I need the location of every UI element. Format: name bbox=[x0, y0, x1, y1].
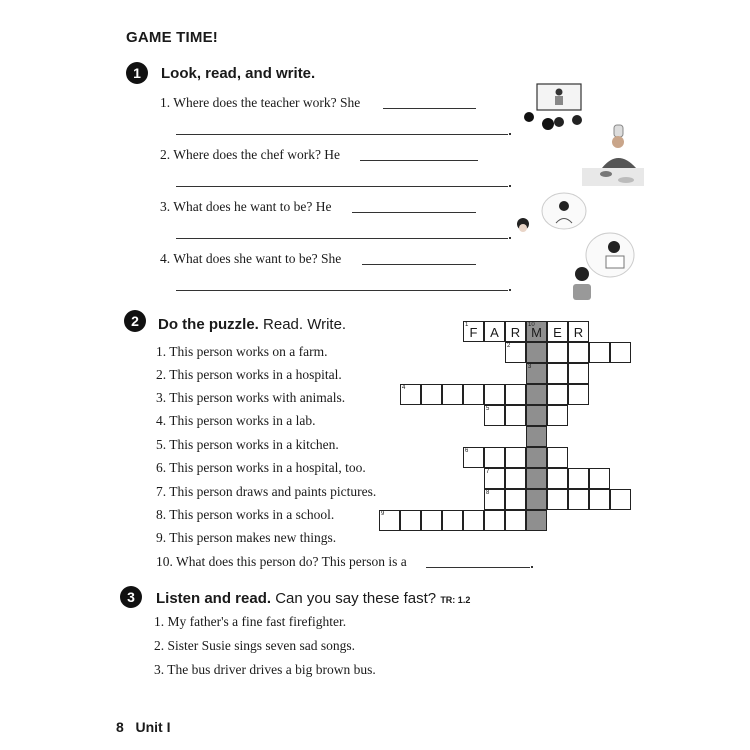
crossword-cell[interactable] bbox=[526, 405, 547, 426]
crossword-cell[interactable] bbox=[547, 405, 568, 426]
crossword-cell[interactable] bbox=[484, 447, 505, 468]
crossword-cell[interactable] bbox=[589, 342, 610, 363]
clue-number: 7 bbox=[486, 469, 490, 475]
crossword-cell[interactable] bbox=[547, 384, 568, 405]
crossword-cell[interactable] bbox=[463, 384, 484, 405]
crossword-letter: A bbox=[490, 325, 499, 340]
illustrations bbox=[510, 78, 650, 308]
crossword-cell[interactable] bbox=[400, 384, 421, 405]
clue-number: 2 bbox=[507, 343, 511, 349]
crossword-cell[interactable] bbox=[505, 342, 526, 363]
crossword-cell[interactable] bbox=[526, 363, 547, 384]
crossword-cell[interactable] bbox=[379, 510, 400, 531]
crossword-cell[interactable] bbox=[547, 342, 568, 363]
chef-illustration bbox=[582, 125, 644, 186]
clue-number: 1 bbox=[465, 322, 469, 328]
answer-2a-blank[interactable] bbox=[360, 160, 478, 161]
crossword-cell[interactable] bbox=[547, 447, 568, 468]
crossword-cell[interactable] bbox=[589, 468, 610, 489]
tongue-twister-3: 3. The bus driver drives a big brown bus. bbox=[154, 662, 376, 677]
crossword-cell[interactable] bbox=[526, 321, 547, 342]
section-3-number: 3 bbox=[120, 586, 142, 608]
crossword-cell[interactable] bbox=[610, 489, 631, 510]
tongue-twister-2: 2. Sister Susie sings seven sad songs. bbox=[154, 638, 356, 653]
clue-6: 6. This person works in a hospital, too. bbox=[156, 460, 366, 475]
crossword-cell[interactable] bbox=[505, 405, 526, 426]
answer-3b-blank[interactable] bbox=[176, 238, 508, 239]
clue-4: 4. This person works in a lab. bbox=[156, 413, 316, 428]
section-2-heading-bold: Do the puzzle. bbox=[158, 316, 259, 333]
clue-5: 5. This person works in a kitchen. bbox=[156, 437, 339, 452]
crossword-cell[interactable] bbox=[463, 510, 484, 531]
clue-number: 5 bbox=[486, 406, 490, 412]
section-3-heading bbox=[156, 590, 470, 607]
tongue-twister-1: 1. My father's a fine fast firefighter. bbox=[154, 614, 347, 629]
crossword-cell[interactable] bbox=[526, 489, 547, 510]
crossword-cell[interactable] bbox=[484, 468, 505, 489]
clue-number: 8 bbox=[486, 490, 490, 496]
section-3-heading-bold: Listen and read. bbox=[156, 590, 272, 607]
clue-7: 7. This person draws and paints pictures. bbox=[156, 484, 377, 499]
clue-2: 2. This person works in a hospital. bbox=[156, 367, 342, 382]
crossword-cell[interactable] bbox=[547, 363, 568, 384]
page-footer bbox=[116, 719, 170, 735]
boy-dreams-doctor-illustration bbox=[517, 193, 586, 232]
crossword-cell[interactable] bbox=[568, 342, 589, 363]
page-number: 8 bbox=[116, 719, 124, 735]
section-2-heading bbox=[158, 316, 346, 333]
unit-label: Unit I bbox=[135, 719, 171, 735]
section-1-heading bbox=[161, 65, 315, 82]
section-2-heading-rest: Read. Write. bbox=[263, 316, 347, 333]
clue-number: 4 bbox=[402, 385, 406, 391]
track-number: TR: 1.2 bbox=[440, 595, 471, 605]
section-1-number: 1 bbox=[126, 62, 148, 84]
clue-1: 1. This person works on a farm. bbox=[156, 344, 328, 359]
section-1-heading-text: Look, read, and write. bbox=[161, 65, 316, 82]
crossword-cell[interactable] bbox=[421, 384, 442, 405]
answer-1a-blank[interactable] bbox=[383, 108, 476, 109]
girl-dreams-scientist-illustration bbox=[573, 233, 634, 300]
page-title: GAME TIME! bbox=[126, 29, 218, 46]
crossword-cell[interactable] bbox=[400, 510, 421, 531]
clue-number: 6 bbox=[465, 448, 469, 454]
crossword-cell[interactable] bbox=[484, 510, 505, 531]
crossword-cell[interactable] bbox=[463, 447, 484, 468]
clue-number: 3 bbox=[528, 364, 532, 370]
clue-number: 10 bbox=[528, 322, 535, 328]
crossword-cell[interactable] bbox=[505, 447, 526, 468]
answer-4b-blank[interactable] bbox=[176, 290, 508, 291]
crossword-letter: R bbox=[510, 325, 521, 340]
crossword-cell[interactable] bbox=[610, 342, 631, 363]
crossword-cell[interactable] bbox=[526, 468, 547, 489]
crossword-cell[interactable] bbox=[484, 405, 505, 426]
crossword-cell[interactable] bbox=[526, 447, 547, 468]
clue-3: 3. This person works with animals. bbox=[156, 390, 346, 405]
crossword-cell[interactable] bbox=[526, 384, 547, 405]
section-2-number: 2 bbox=[124, 310, 146, 332]
clue-9: 9. This person makes new things. bbox=[156, 530, 337, 545]
answer-1b-blank[interactable] bbox=[176, 134, 508, 135]
crossword-cell[interactable] bbox=[547, 489, 568, 510]
section-3-heading-rest: Can you say these fast? bbox=[275, 590, 437, 607]
crossword-cell[interactable] bbox=[505, 489, 526, 510]
clue-8: 8. This person works in a school. bbox=[156, 507, 335, 522]
crossword-cell[interactable] bbox=[505, 510, 526, 531]
crossword-cell[interactable] bbox=[463, 321, 484, 342]
crossword-cell[interactable] bbox=[526, 426, 547, 447]
clue-number: 9 bbox=[381, 511, 385, 517]
crossword-cell[interactable] bbox=[421, 510, 442, 531]
crossword-cell[interactable] bbox=[484, 489, 505, 510]
crossword-cell[interactable] bbox=[568, 489, 589, 510]
crossword-letter: M bbox=[531, 325, 542, 340]
crossword-cell[interactable] bbox=[526, 342, 547, 363]
crossword-cell[interactable] bbox=[568, 363, 589, 384]
crossword-cell[interactable] bbox=[484, 321, 505, 342]
crossword-cell[interactable] bbox=[526, 510, 547, 531]
question-3: 3. What does he want to be? He bbox=[160, 199, 332, 214]
teacher-classroom-illustration bbox=[524, 84, 582, 130]
crossword-cell[interactable] bbox=[547, 321, 568, 342]
question-2: 2. Where does the chef work? He bbox=[160, 147, 341, 162]
answer-3a-blank[interactable] bbox=[352, 212, 476, 213]
crossword-cell[interactable] bbox=[568, 384, 589, 405]
crossword-cell[interactable] bbox=[484, 384, 505, 405]
crossword-cell[interactable] bbox=[505, 384, 526, 405]
crossword-cell[interactable] bbox=[505, 321, 526, 342]
question-1: 1. Where does the teacher work? She bbox=[160, 95, 361, 110]
crossword-cell[interactable] bbox=[568, 468, 589, 489]
answer-10-blank[interactable] bbox=[426, 567, 530, 568]
answer-2b-blank[interactable] bbox=[176, 186, 508, 187]
crossword-cell[interactable] bbox=[442, 384, 463, 405]
crossword-letter: E bbox=[553, 325, 562, 340]
answer-4a-blank[interactable] bbox=[362, 264, 476, 265]
question-4: 4. What does she want to be? She bbox=[160, 251, 342, 266]
clue-10: 10. What does this person do? This person is a bbox=[156, 554, 407, 569]
crossword-cell[interactable] bbox=[589, 489, 610, 510]
crossword-letter: F bbox=[469, 325, 478, 340]
crossword-cell[interactable] bbox=[442, 510, 463, 531]
crossword-cell[interactable] bbox=[547, 468, 568, 489]
crossword-cell[interactable] bbox=[505, 468, 526, 489]
crossword-letter: R bbox=[573, 325, 584, 340]
crossword-cell[interactable] bbox=[568, 321, 589, 342]
